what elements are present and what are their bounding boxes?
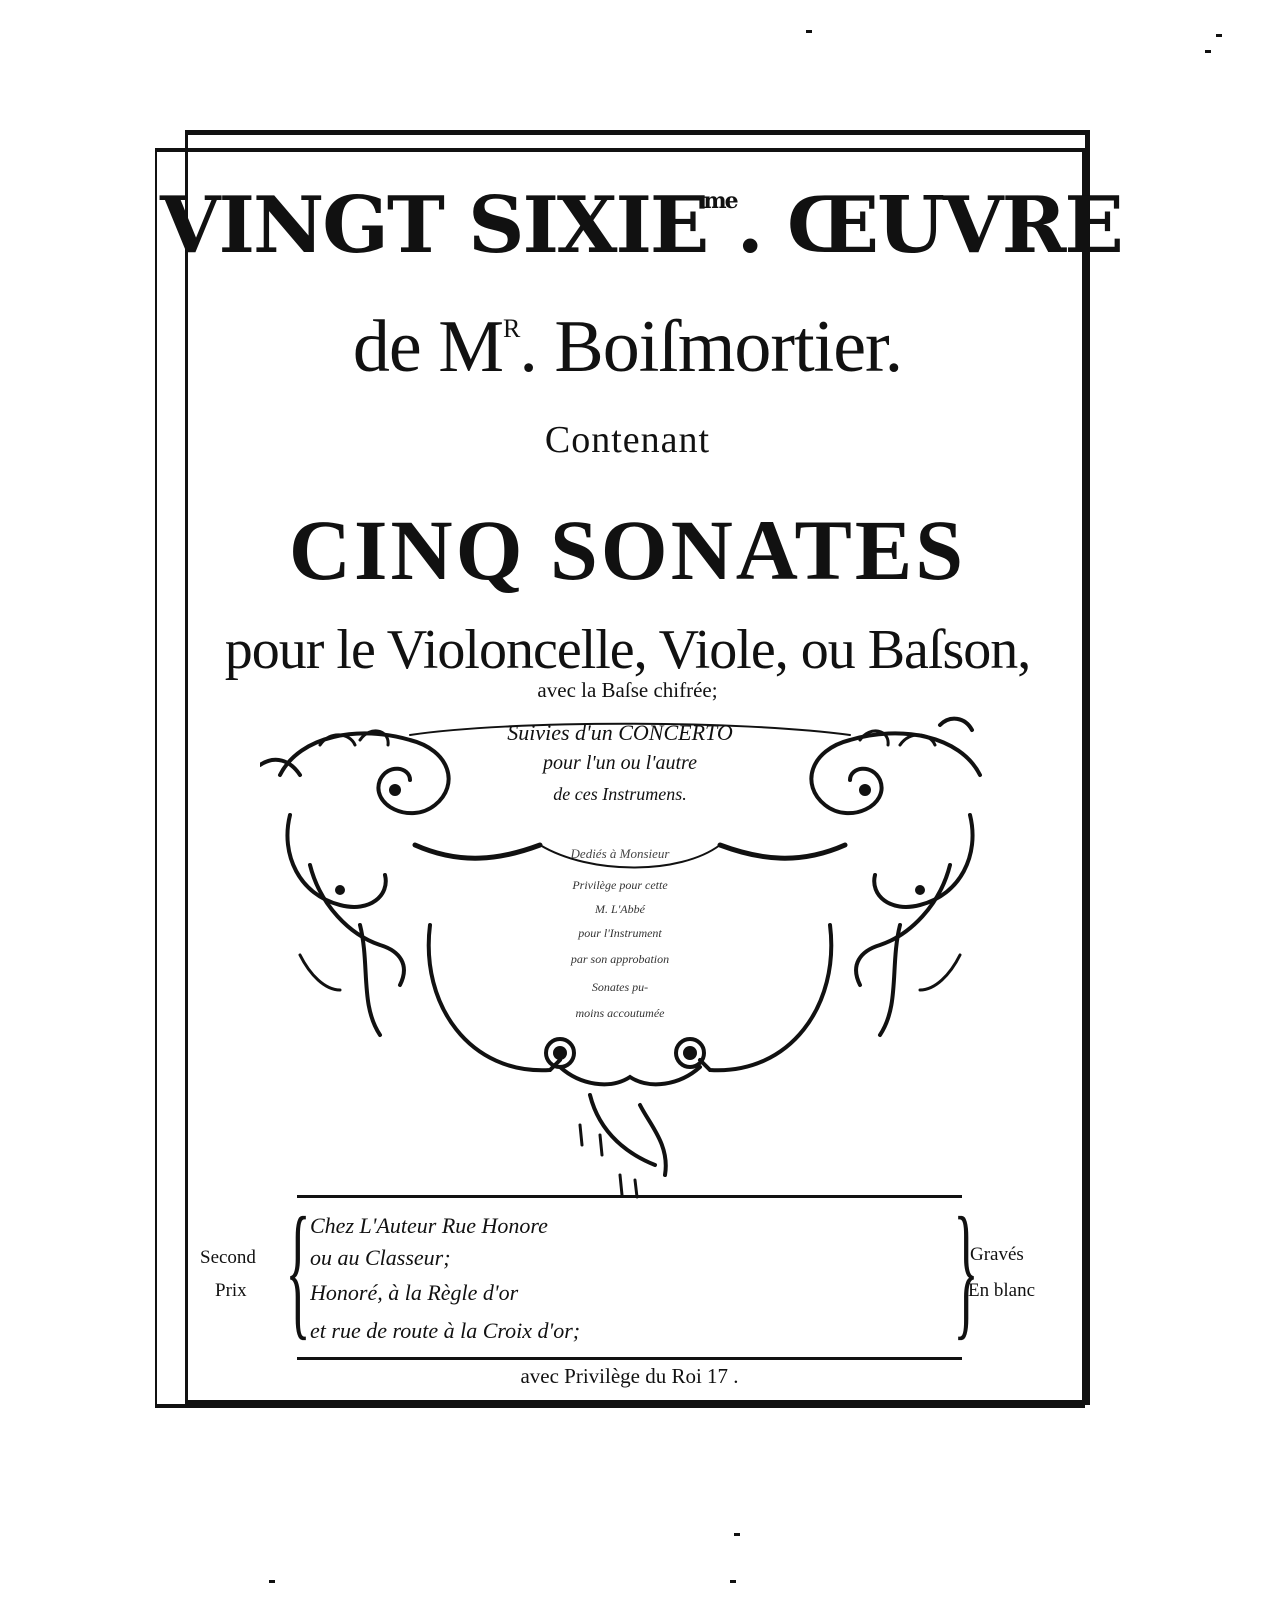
title-opus-tail: . ŒUVRE [736, 180, 1122, 271]
title-opus-text: VINGT SIXIE [160, 180, 708, 271]
address-line: et rue de route à la Croix d'or; [310, 1318, 581, 1343]
composer-name: . Boiſmortier. [519, 306, 903, 388]
cartouche-dedication-line: moins accoutumée [575, 1006, 665, 1020]
cartouche-dedication-line: Dediés à Monsieur [570, 846, 670, 861]
composer-superscript: R [503, 314, 520, 343]
price-label-left: Prix [215, 1280, 247, 1301]
cartouche-concerto-line: Suivies d'un CONCERTO [507, 720, 733, 745]
address-line: ou au Classeur; [310, 1245, 451, 1270]
scan-speck [806, 30, 812, 33]
cartouche-dedication-line: Privilège pour cette [572, 878, 668, 892]
cartouche-dedication-line: par son approbation [570, 952, 670, 966]
title-line-contenant: Contenant [544, 419, 711, 461]
price-label-right: En blanc [968, 1280, 1036, 1301]
cartouche-dedication-line: pour l'Instrument [578, 926, 662, 940]
royal-privilege-line: avec Privilège du Roi 17 . [520, 1364, 739, 1388]
address-top-rule [297, 1195, 962, 1198]
address-bottom-rule [297, 1357, 962, 1360]
title-line-sonates: CINQ SONATES [288, 502, 967, 598]
cartouche-dedication-line: Sonates pu- [591, 980, 649, 994]
title-line-composer [160, 305, 1095, 390]
price-label-right: Gravés [970, 1244, 1024, 1265]
scan-speck [269, 1580, 275, 1583]
right-brace: } [953, 1187, 979, 1353]
title-line-instruments: pour le Violoncelle, Viole, ou Baſson, [224, 619, 1031, 681]
cartouche-instrument-line: pour l'un ou l'autre [543, 752, 697, 774]
title-line-opus [160, 180, 1122, 271]
address-line: Honoré, à la Règle d'or [310, 1280, 519, 1305]
cartouche-dedication-line: M. L'Abbé [595, 902, 645, 916]
left-brace: { [285, 1187, 311, 1353]
scan-speck [1205, 50, 1211, 53]
cartouche-instrumens-line: de ces Instrumens. [553, 784, 687, 804]
composer-prefix: de M [352, 306, 504, 388]
scan-speck [1216, 34, 1222, 37]
title-opus-superscript: me [703, 188, 737, 214]
title-line-basse: avec la Baſse chifrée; [537, 678, 718, 702]
scan-speck [730, 1580, 736, 1583]
scan-speck [734, 1533, 740, 1536]
price-label-left: Second [200, 1247, 256, 1268]
address-line: Chez L'Auteur Rue Honore [310, 1213, 548, 1238]
